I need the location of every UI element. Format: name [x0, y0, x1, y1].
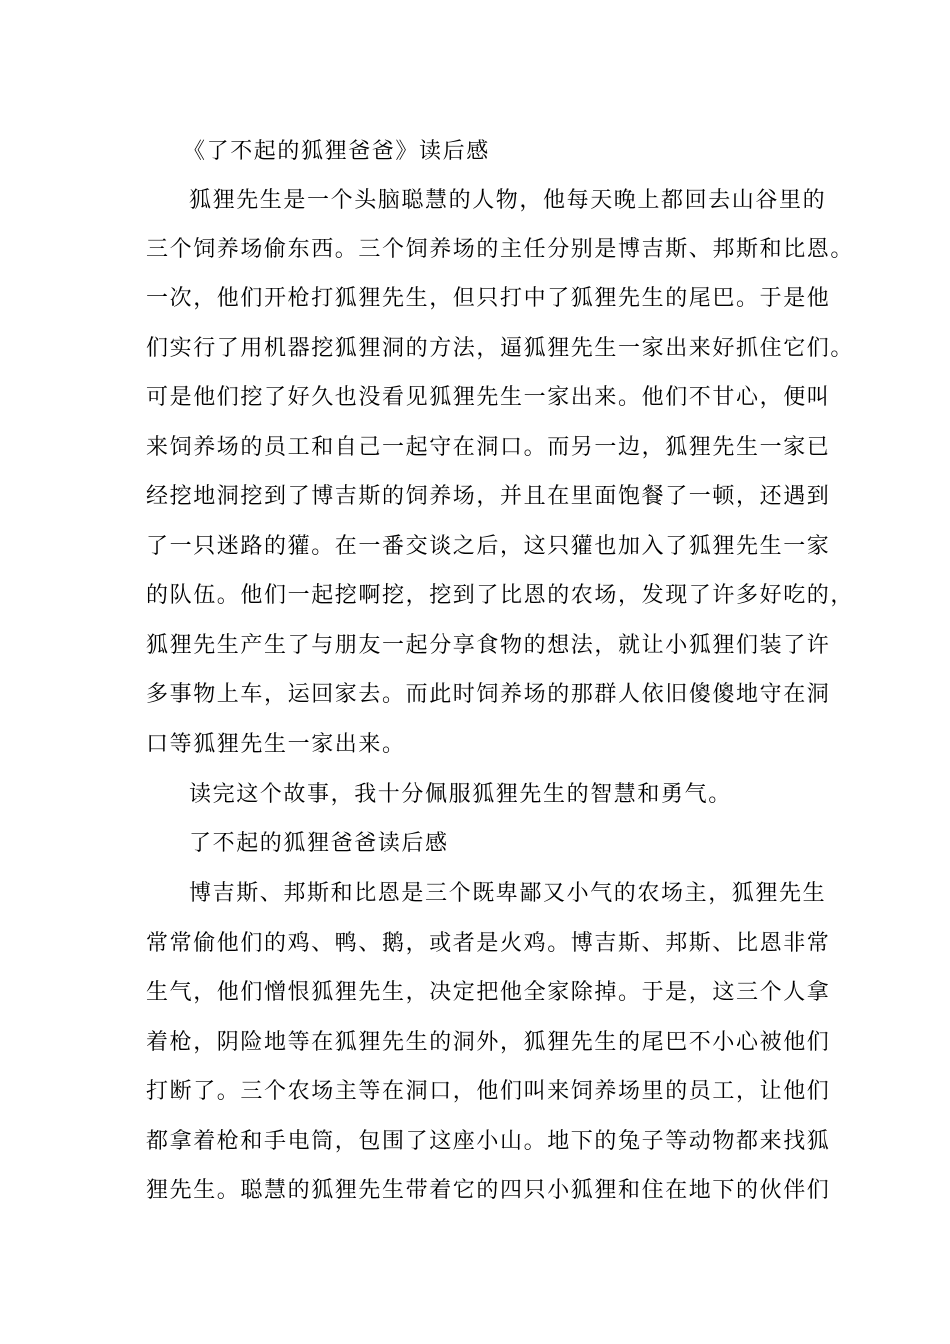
section-title: 了不起的狐狸爸爸读后感	[189, 831, 449, 856]
paragraph-line: 们实行了用机器挖狐狸洞的方法，逼狐狸先生一家出来好抓住它们。	[146, 336, 855, 361]
paragraph-line: 生气，他们憎恨狐狸先生，决定把他全家除掉。于是，这三个人拿	[146, 980, 831, 1005]
paragraph-line: 读完这个故事，我十分佩服狐狸先生的智慧和勇气。	[189, 782, 732, 807]
paragraph-line: 口等狐狸先生一家出来。	[146, 732, 406, 757]
paragraph-line: 的队伍。他们一起挖啊挖，挖到了比恩的农场，发现了许多好吃的，	[146, 583, 855, 608]
paragraph-line: 可是他们挖了好久也没看见狐狸先生一家出来。他们不甘心，便叫	[146, 385, 831, 410]
paragraph-line: 三个饲养场偷东西。三个饲养场的主任分别是博吉斯、邦斯和比恩。	[146, 237, 855, 262]
paragraph-line: 博吉斯、邦斯和比恩是三个既卑鄙又小气的农场主，狐狸先生	[189, 881, 827, 906]
paragraph-line: 狸先生。聪慧的狐狸先生带着它的四只小狐狸和住在地下的伙伴们	[146, 1178, 831, 1203]
paragraph-line: 多事物上车，运回家去。而此时饲养场的那群人依旧傻傻地守在洞	[146, 682, 831, 707]
paragraph-line: 打断了。三个农场主等在洞口，他们叫来饲养场里的员工，让他们	[146, 1079, 831, 1104]
paragraph-line: 来饲养场的员工和自己一起守在洞口。而另一边，狐狸先生一家已	[146, 435, 831, 460]
paragraph-line: 狐狸先生产生了与朋友一起分享食物的想法，就让小狐狸们装了许	[146, 633, 831, 658]
paragraph-line: 都拿着枪和手电筒，包围了这座小山。地下的兔子等动物都来找狐	[146, 1129, 831, 1154]
paragraph-line: 着枪，阴险地等在狐狸先生的洞外，狐狸先生的尾巴不小心被他们	[146, 1030, 831, 1055]
paragraph-line: 一次，他们开枪打狐狸先生，但只打中了狐狸先生的尾巴。于是他	[146, 286, 831, 311]
paragraph-line: 常常偷他们的鸡、鸭、鹅，或者是火鸡。博吉斯、邦斯、比恩非常	[146, 931, 831, 956]
paragraph-line: 狐狸先生是一个头脑聪慧的人物，他每天晚上都回去山谷里的	[189, 188, 827, 213]
paragraph-line: 了一只迷路的獾。在一番交谈之后，这只獾也加入了狐狸先生一家	[146, 534, 831, 559]
paragraph-line: 经挖地洞挖到了博吉斯的饲养场，并且在里面饱餐了一顿，还遇到	[146, 484, 831, 509]
document-title: 《了不起的狐狸爸爸》读后感	[183, 139, 490, 164]
